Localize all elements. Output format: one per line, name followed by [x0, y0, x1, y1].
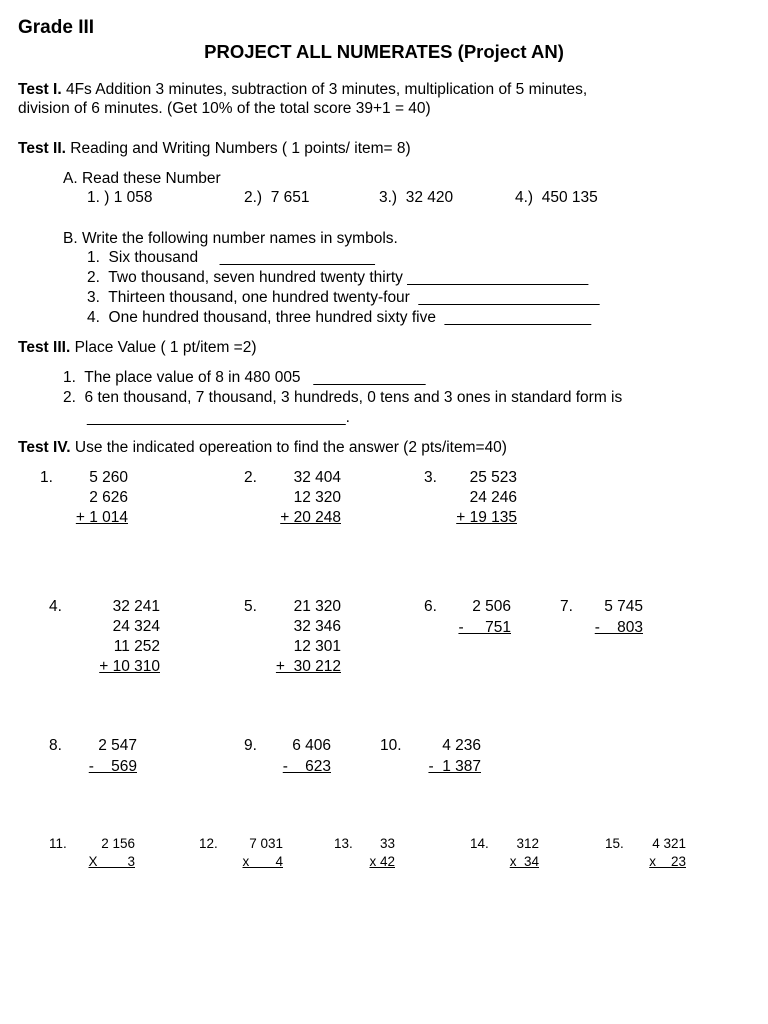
test2-text: Reading and Writing Numbers ( 1 points/ item= 8)	[65, 140, 411, 157]
test2-a-item-2: 2.) 7 651	[244, 189, 310, 206]
test2-b-item-1: 1. Six thousand __________________	[87, 249, 375, 266]
test1-line1	[18, 80, 587, 99]
problem-1-number: 1.	[40, 469, 53, 486]
problem-14-last: x 34	[509, 854, 539, 869]
problem-2-line-1: 32 404	[293, 469, 341, 486]
problem-8-number: 8.	[49, 737, 62, 754]
test3-item-2: 2. 6 ten thousand, 7 thousand, 3 hundreds, 0 tens and 3 ones in standard form is	[63, 389, 623, 406]
problem-6-last: - 751	[458, 619, 511, 636]
problem-8-last: - 569	[88, 758, 137, 775]
test2-a-item-1: 1. ) 1 058	[87, 189, 153, 206]
problem-14-number: 14.	[470, 836, 489, 851]
problem-2-line-2: 12 320	[293, 489, 341, 506]
test3-label: Test III.	[18, 339, 71, 356]
problem-13-number: 13.	[334, 836, 353, 851]
problem-12-number: 12.	[199, 836, 218, 851]
problem-13-last: x 42	[369, 854, 395, 869]
problem-9-last: - 623	[282, 758, 331, 775]
problem-1-line-1: 5 260	[89, 469, 128, 486]
problem-9-number: 9.	[244, 737, 257, 754]
problem-2-number: 2.	[244, 469, 257, 486]
test1-text: 4Fs Addition 3 minutes, subtraction of 3 minutes, multiplication of 5 minutes,	[61, 81, 588, 98]
test2-heading	[18, 139, 411, 158]
test4-text: Use the indicated opereation to find the answer (2 pts/item=40)	[70, 439, 507, 456]
problem-13-line-1: 33	[379, 836, 395, 851]
problem-15-line-1: 4 321	[652, 836, 686, 851]
test1-line2: division of 6 minutes. (Get 10% of the total score 39+1 = 40)	[18, 100, 431, 117]
test2-a-item-3: 3.) 32 420	[379, 189, 454, 206]
problem-5-line-3: 12 301	[293, 638, 341, 655]
test3-item-1: 1. The place value of 8 in 480 005 _____________	[63, 369, 426, 386]
problem-15-last: x 23	[649, 854, 686, 869]
test4-heading	[18, 438, 507, 457]
problem-4-line-2: 24 324	[112, 618, 160, 635]
test2-b-heading: B. Write the following number names in symbols.	[63, 230, 398, 247]
problem-5-line-1: 21 320	[293, 598, 341, 615]
test2-b-item-4: 4. One hundred thousand, three hundred sixty five _________________	[87, 309, 592, 326]
test4-label: Test IV.	[18, 439, 71, 456]
problem-5-number: 5.	[244, 598, 257, 615]
problem-11-last: X 3	[88, 854, 135, 869]
problem-7-line-1: 5 745	[604, 598, 643, 615]
problem-3-line-2: 24 246	[469, 489, 517, 506]
problem-5-last: + 30 212	[275, 658, 341, 675]
problem-10-number: 10.	[380, 737, 402, 754]
problem-4-line-1: 32 241	[112, 598, 160, 615]
problem-9-line-1: 6 406	[292, 737, 331, 754]
test2-b-item-3: 3. Thirteen thousand, one hundred twenty-four _____________________	[87, 289, 600, 306]
test3-blank: ______________________________.	[87, 409, 350, 426]
problem-11-line-1: 2 156	[101, 836, 135, 851]
problem-6-line-1: 2 506	[472, 598, 511, 615]
test3-heading	[18, 338, 257, 357]
page-title: PROJECT ALL NUMERATES (Project AN)	[204, 41, 564, 62]
problem-7-last: - 803	[594, 619, 643, 636]
problem-8-line-1: 2 547	[98, 737, 137, 754]
test2-a-heading: A. Read these Number	[63, 170, 221, 187]
problem-10-last: - 1 387	[428, 758, 481, 775]
problem-15-number: 15.	[605, 836, 624, 851]
test1-label: Test I.	[18, 81, 62, 98]
problem-6-number: 6.	[424, 598, 437, 615]
problem-1-last: + 1 014	[75, 509, 128, 526]
test3-text: Place Value ( 1 pt/item =2)	[70, 339, 257, 356]
problem-7-number: 7.	[560, 598, 573, 615]
problem-4-last: + 10 310	[99, 658, 160, 675]
problem-10-line-1: 4 236	[442, 737, 481, 754]
problem-3-line-1: 25 523	[469, 469, 517, 486]
problem-11-number: 11.	[49, 836, 67, 851]
problem-3-last: + 19 135	[456, 509, 517, 526]
test2-a-item-4: 4.) 450 135	[515, 189, 598, 206]
test2-b-item-2: 2. Two thousand, seven hundred twenty thirty _____________________	[87, 269, 589, 286]
problem-1-line-2: 2 626	[89, 489, 128, 506]
problem-12-line-1: 7 031	[249, 836, 283, 851]
problem-3-number: 3.	[424, 469, 437, 486]
problem-12-last: x 4	[242, 854, 283, 869]
problem-4-line-3: 11 252	[113, 638, 160, 655]
problem-5-line-2: 32 346	[293, 618, 341, 635]
test2-label: Test II.	[18, 140, 66, 157]
problem-2-last: + 20 248	[280, 509, 341, 526]
grade-label: Grade III	[18, 17, 95, 38]
problem-14-line-1: 312	[516, 836, 539, 851]
problem-4-number: 4.	[49, 598, 62, 615]
